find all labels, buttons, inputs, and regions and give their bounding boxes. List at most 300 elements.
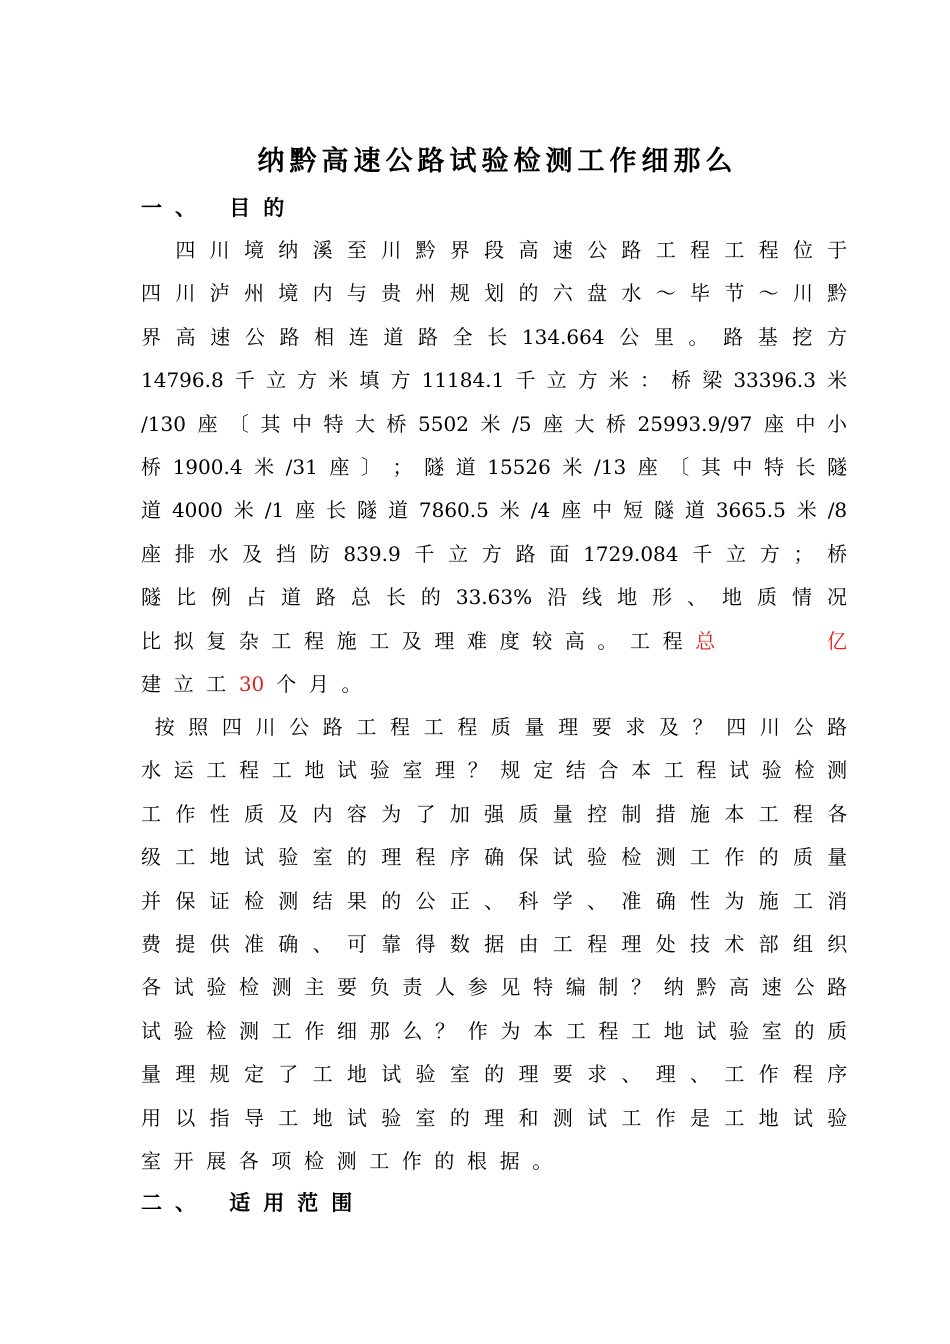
line-glyph: 隧 <box>653 498 674 523</box>
line-glyph: 及 <box>659 715 679 739</box>
line-glyph: 规 <box>209 1062 230 1087</box>
line-glyph: 形 <box>652 585 673 610</box>
line-glyph: 理 <box>175 1062 196 1087</box>
line-glyph: 地 <box>758 1105 779 1130</box>
line-glyph: 路 <box>418 324 438 349</box>
line-glyph: 了 <box>415 801 436 826</box>
line-glyph: 工 <box>175 845 196 870</box>
line-glyph: 小 <box>826 411 847 436</box>
line-glyph: 程 <box>690 238 710 262</box>
paragraph-line <box>141 880 847 923</box>
line-glyph: 连 <box>348 324 369 349</box>
line-glyph: 结 <box>565 758 586 783</box>
line-glyph: 定 <box>533 758 554 783</box>
line-glyph: 道 <box>387 498 408 523</box>
line-glyph: 验 <box>761 758 782 783</box>
line-glyph: 134.664 <box>521 324 605 349</box>
line-glyph: 及 <box>242 541 263 566</box>
line-glyph: 基 <box>757 324 778 349</box>
line-glyph: 界 <box>449 238 470 262</box>
line-glyph: 、 <box>587 888 608 913</box>
line-glyph: 和 <box>518 1105 539 1130</box>
line-glyph: 于 <box>827 238 848 262</box>
line-glyph: 各 <box>141 975 161 1000</box>
line-glyph: 试 <box>729 758 750 783</box>
line-glyph: 正 <box>449 888 470 913</box>
line-glyph: 、 <box>312 932 333 957</box>
line-glyph: 制 <box>621 801 642 826</box>
line-glyph: 方 <box>826 324 847 349</box>
line-glyph: 织 <box>827 932 848 957</box>
line-glyph: 中 <box>291 411 312 436</box>
line-glyph: 情 <box>792 585 812 610</box>
line-glyph: 道 <box>684 498 705 523</box>
line-glyph: 泸 <box>209 281 230 306</box>
line-glyph: 路 <box>827 715 848 739</box>
paragraph-line-with-red-text <box>141 620 847 663</box>
line-glyph: 桥 <box>827 541 848 566</box>
line-glyph: 大 <box>355 411 376 436</box>
line-glyph: 地 <box>209 845 230 870</box>
line-glyph: 规 <box>449 281 470 306</box>
line-glyph: 制 <box>598 975 619 1000</box>
paragraph-line <box>141 923 847 966</box>
line-glyph: 以 <box>175 1105 196 1130</box>
line-glyph: 要 <box>337 975 358 1000</box>
line-glyph: 内 <box>312 281 333 306</box>
line-glyph: 参 <box>467 975 488 1000</box>
line-glyph: 中 <box>795 411 816 436</box>
line-glyph: 米 <box>233 498 254 523</box>
line-glyph: 川 <box>175 281 196 306</box>
line-glyph: 工 <box>724 1062 745 1087</box>
line-glyph: 道 <box>141 498 161 523</box>
line-glyph: 验 <box>173 1018 194 1043</box>
line-glyph: 程 <box>239 758 260 783</box>
line-glyph: 四 <box>726 715 747 739</box>
line-glyph: 况 <box>826 585 847 610</box>
line-glyph: 、 <box>690 1062 710 1087</box>
line-glyph: 路 <box>322 715 343 739</box>
line-glyph: 程 <box>696 758 717 783</box>
line-glyph: 座 <box>542 411 563 436</box>
line-glyph: 结 <box>312 888 333 913</box>
line-glyph: 规 <box>500 758 521 783</box>
line-glyph: 其 <box>700 455 721 480</box>
line-glyph: 公 <box>587 238 608 262</box>
line-glyph: 立 <box>546 368 567 393</box>
line-glyph: 短 <box>623 498 644 523</box>
line-glyph: 工 <box>663 758 684 783</box>
line-glyph: 理 <box>655 1062 676 1087</box>
line-glyph: 序 <box>449 845 470 870</box>
line-glyph: /8 <box>827 498 848 523</box>
line-glyph: 量 <box>827 845 848 870</box>
line-glyph: 排 <box>174 541 195 566</box>
line-glyph: 路 <box>827 975 848 1000</box>
line-glyph: 工 <box>423 715 444 739</box>
line-glyph: 地 <box>617 585 638 610</box>
line-glyph: 千 <box>414 541 435 566</box>
line-glyph: 高 <box>175 324 196 349</box>
line-glyph: 工 <box>271 758 292 783</box>
line-glyph: 并 <box>141 888 161 913</box>
paragraph-line <box>141 272 847 315</box>
line-glyph: 指 <box>209 1105 230 1130</box>
line-glyph: 立 <box>265 368 286 393</box>
line-glyph: 质 <box>518 801 539 826</box>
line-glyph: 验 <box>587 845 608 870</box>
line-glyph: 质 <box>243 801 264 826</box>
line-glyph: 长 <box>795 455 816 480</box>
line-glyph: 的 <box>484 1062 505 1087</box>
line-glyph: 座 <box>141 541 161 566</box>
line-glyph: 见 <box>500 975 521 1000</box>
line-glyph: 贵 <box>381 281 402 306</box>
line-glyph: 川 <box>209 238 230 262</box>
line-glyph: 839.9 <box>343 541 401 566</box>
paragraph-project-overview <box>141 229 847 706</box>
line-glyph: 检 <box>206 1018 227 1043</box>
line-glyph: 1729.084 <box>583 541 679 566</box>
line-glyph: 工 <box>724 238 745 262</box>
line-glyph: 3665.5 <box>715 498 786 523</box>
line-glyph: 工 <box>631 1018 652 1043</box>
section-heading-scope: 二、 适用范围 <box>141 1191 366 1215</box>
line-glyph: 桥 <box>141 455 161 480</box>
line-glyph: 各 <box>827 801 848 826</box>
line-glyph: 作 <box>758 1062 779 1087</box>
line-glyph: 么 <box>402 1018 423 1043</box>
line-glyph: 川 <box>759 715 780 739</box>
line-glyph: 量 <box>524 715 545 739</box>
line-glyph: 量 <box>552 801 573 826</box>
line-glyph <box>141 229 161 272</box>
line-glyph: 14796.8 <box>141 368 224 393</box>
line-glyph: 测 <box>827 758 848 783</box>
line-glyph: 公 <box>244 324 265 349</box>
line-glyph: 隧 <box>141 585 161 610</box>
line-glyph: 本 <box>631 758 652 783</box>
line-glyph: 桥 <box>671 368 692 393</box>
line-glyph: 川 <box>792 281 813 306</box>
line-glyph: 特 <box>533 975 554 1000</box>
paragraph-line <box>141 793 847 836</box>
line-glyph: 内 <box>312 801 333 826</box>
line-glyph: 程 <box>390 715 410 739</box>
line-glyph: 程 <box>792 801 813 826</box>
line-glyph: 桥 <box>606 411 626 436</box>
line-glyph: 责 <box>402 975 423 1000</box>
paragraph-line-duration <box>141 663 847 706</box>
line-glyph: 工 <box>758 801 779 826</box>
line-glyph: 5502 <box>418 411 469 436</box>
line-glyph: 按 <box>154 715 175 739</box>
line-glyph: 试 <box>552 845 573 870</box>
line-glyph: 地 <box>663 1018 684 1043</box>
line-glyph: ～ <box>655 281 676 306</box>
line-glyph: 。 <box>688 324 709 349</box>
line-glyph: 处 <box>655 932 676 957</box>
line-glyph: 米 <box>254 455 275 480</box>
line-glyph: 座 <box>295 498 316 523</box>
line-glyph: 检 <box>794 758 815 783</box>
line-glyph: 立 <box>448 541 469 566</box>
line-glyph: 境 <box>243 238 264 262</box>
line-glyph: 地 <box>312 1105 333 1130</box>
line-glyph: 方 <box>577 368 598 393</box>
line-glyph: 得 <box>415 932 436 957</box>
line-glyph: 特 <box>323 411 344 436</box>
line-glyph: 理 <box>621 932 642 957</box>
line-glyph: 容 <box>346 801 367 826</box>
line-glyph: 地 <box>722 585 743 610</box>
paragraph-line <box>141 403 847 446</box>
line-glyph: 其 <box>260 411 281 436</box>
line-glyph: 速 <box>210 324 231 349</box>
line-glyph: 试 <box>337 758 358 783</box>
paragraph-line: 室开展各项检测工作的根据。 <box>141 1149 565 1174</box>
line-glyph: 1900.4 <box>172 455 243 480</box>
line-glyph: 强 <box>484 801 505 826</box>
line-glyph: 毕 <box>690 281 710 306</box>
line-glyph: 座 <box>561 498 582 523</box>
line-glyph: 工 <box>312 1062 333 1087</box>
line-glyph: 工 <box>724 1105 745 1130</box>
line-glyph: 工 <box>690 845 710 870</box>
line-glyph: 线 <box>582 585 603 610</box>
line-glyph: 沿 <box>547 585 568 610</box>
line-glyph: 、 <box>687 585 708 610</box>
line-glyph: 试 <box>141 1018 161 1043</box>
line-glyph: 道 <box>383 324 404 349</box>
line-glyph: 要 <box>591 715 612 739</box>
line-glyph: 立 <box>725 541 746 566</box>
line-glyph: 隧 <box>827 455 848 480</box>
line-glyph: 细 <box>337 1018 358 1043</box>
line-glyph: 与 <box>346 281 367 306</box>
line-glyph: 控 <box>587 801 608 826</box>
line-glyph: 程 <box>587 932 608 957</box>
line-glyph: 组 <box>792 932 813 957</box>
line-glyph: 理 <box>435 758 456 783</box>
line-glyph: 检 <box>239 975 260 1000</box>
line-glyph: 路 <box>515 541 536 566</box>
line-glyph: 可 <box>346 932 367 957</box>
line-glyph: 六 <box>552 281 573 306</box>
line-glyph: ？ <box>631 975 652 1000</box>
line-glyph: 确 <box>484 845 505 870</box>
line-glyph: 的 <box>794 1018 815 1043</box>
line-glyph: 11184.1 <box>421 368 505 393</box>
line-glyph: 划 <box>484 281 505 306</box>
line-glyph: 纳 <box>663 975 684 1000</box>
line-glyph: 州 <box>243 281 264 306</box>
line-glyph: 测 <box>271 975 292 1000</box>
line-glyph: 定 <box>243 1062 264 1087</box>
line-glyph: 靠 <box>381 932 402 957</box>
line-glyph: 比 <box>175 585 196 610</box>
line-glyph: 供 <box>209 932 230 957</box>
line-glyph: 川 <box>255 715 276 739</box>
line-glyph: 试 <box>792 1105 813 1130</box>
line-glyph: 隧 <box>424 455 445 480</box>
line-glyph: 段 <box>484 238 505 262</box>
line-glyph: 级 <box>141 845 161 870</box>
paragraph-basis <box>141 706 847 1183</box>
line-glyph: 中 <box>732 455 753 480</box>
line-glyph: 全 <box>452 324 473 349</box>
line-glyph: 保 <box>518 845 539 870</box>
paragraph-line <box>141 489 847 532</box>
line-glyph: 水 <box>208 541 229 566</box>
line-glyph: 求 <box>587 1062 608 1087</box>
line-glyph: 座 <box>637 455 658 480</box>
line-glyph: /5 <box>511 411 532 436</box>
line-glyph: 路 <box>621 238 642 262</box>
line-glyph: 准 <box>243 932 264 957</box>
line-glyph: 负 <box>369 975 390 1000</box>
line-glyph: 界 <box>141 324 161 349</box>
line-glyph: 、 <box>484 888 505 913</box>
line-glyph: 为 <box>381 801 402 826</box>
line-glyph: 〔 <box>228 411 249 436</box>
line-glyph: 长 <box>385 585 406 610</box>
paragraph-line <box>141 1097 847 1140</box>
line-glyph: 道 <box>455 455 476 480</box>
line-glyph: 合 <box>598 758 619 783</box>
line-glyph: 了 <box>278 1062 299 1087</box>
line-glyph: 公 <box>415 888 436 913</box>
line-glyph: 7860.5 <box>418 498 489 523</box>
line-glyph: 长 <box>326 498 347 523</box>
line-glyph: 33.63% <box>455 585 533 610</box>
line-glyph: 性 <box>690 888 710 913</box>
line-glyph: 试 <box>381 1062 402 1087</box>
line-glyph: 是 <box>690 1105 710 1130</box>
line-glyph: 水 <box>621 281 642 306</box>
line-glyph: 的 <box>449 1105 470 1130</box>
line-glyph: 4000 <box>171 498 223 523</box>
line-glyph: 至 <box>346 238 367 262</box>
line-glyph: 溪 <box>312 238 333 262</box>
line-glyph: 学 <box>552 888 573 913</box>
paragraph-line <box>141 749 847 792</box>
line-glyph: 中 <box>592 498 613 523</box>
line-glyph: 的 <box>420 585 441 610</box>
line-glyph: 工 <box>621 1105 642 1130</box>
line-glyph: ？ <box>435 1018 456 1043</box>
line-glyph: 室 <box>449 1062 470 1087</box>
line-glyph: 作 <box>724 845 745 870</box>
line-glyph: 程 <box>457 715 478 739</box>
line-glyph: 室 <box>402 758 423 783</box>
line-glyph: /13 <box>593 455 627 480</box>
line-glyph: 作 <box>304 1018 325 1043</box>
line-glyph: 黔 <box>827 281 848 306</box>
paragraph-line <box>141 533 847 576</box>
line-glyph: 占 <box>245 585 266 610</box>
line-glyph: /31 <box>285 455 318 480</box>
line-glyph: 室 <box>761 1018 782 1043</box>
line-glyph: 质 <box>827 1018 848 1043</box>
line-glyph: 理 <box>558 715 579 739</box>
line-glyph: 33396.3 <box>733 368 817 393</box>
line-glyph: 填 <box>359 368 380 393</box>
line-glyph: 川 <box>381 238 402 262</box>
line-glyph: 验 <box>729 1018 750 1043</box>
line-glyph: 试 <box>173 975 194 1000</box>
line-glyph: 座 <box>329 455 350 480</box>
paragraph-line <box>141 966 847 1009</box>
line-glyph: ； <box>793 541 814 566</box>
section-heading-purpose: 一、 目的 <box>141 196 298 220</box>
line-glyph: 特 <box>763 455 784 480</box>
line-glyph: 位 <box>792 238 813 262</box>
red-text-total: 总 <box>695 628 716 653</box>
document-title: 纳黔高速公路试验检测工作细那么 <box>257 146 738 177</box>
line-glyph: 例 <box>210 585 231 610</box>
line-glyph: 座 <box>763 411 784 436</box>
line-glyph: 本 <box>724 801 745 826</box>
paragraph-line <box>141 229 847 272</box>
line-glyph: /1 <box>264 498 285 523</box>
line-glyph: ～ <box>758 281 779 306</box>
line-glyph: 米 <box>608 368 629 393</box>
line-glyph: 15526 <box>487 455 551 480</box>
line-glyph: 证 <box>209 888 230 913</box>
line-glyph: 里 <box>653 324 674 349</box>
line-glyph: 纳 <box>278 238 299 262</box>
line-glyph: 测 <box>278 888 299 913</box>
line-glyph: 准 <box>621 888 642 913</box>
line-glyph: 速 <box>552 238 573 262</box>
line-glyph: 验 <box>415 1062 436 1087</box>
line-glyph: 程 <box>758 238 779 262</box>
paragraph-line <box>141 836 847 879</box>
line-glyph: 施 <box>690 801 710 826</box>
line-glyph: 工 <box>792 888 813 913</box>
line-glyph: 地 <box>346 1062 367 1087</box>
line-glyph: 方 <box>481 541 502 566</box>
line-glyph: 防 <box>309 541 330 566</box>
line-glyph: 面 <box>549 541 570 566</box>
line-glyph: 工 <box>655 238 676 262</box>
line-glyph: ： <box>639 368 660 393</box>
line-glyph: 境 <box>278 281 299 306</box>
paragraph-line-prefix: 建立工 <box>141 672 239 697</box>
line-glyph: 理 <box>518 1062 539 1087</box>
red-text-months: 30 <box>238 672 265 697</box>
line-glyph: 果 <box>346 888 367 913</box>
line-glyph: 四 <box>221 715 242 739</box>
line-glyph: 为 <box>724 888 745 913</box>
line-glyph: 提 <box>175 932 196 957</box>
line-glyph: 路 <box>279 324 300 349</box>
line-glyph: 千 <box>234 368 255 393</box>
paragraph-line <box>141 316 847 359</box>
line-glyph: 导 <box>243 1105 264 1130</box>
line-glyph: 检 <box>621 845 642 870</box>
line-glyph: 工 <box>141 801 161 826</box>
line-glyph: 数 <box>449 932 470 957</box>
line-glyph: 工 <box>271 1018 292 1043</box>
line-glyph: 四 <box>175 238 196 262</box>
line-glyph: 作 <box>655 1105 676 1130</box>
line-glyph: 的 <box>518 281 539 306</box>
line-glyph: 求 <box>625 715 646 739</box>
line-glyph: 公 <box>794 975 815 1000</box>
